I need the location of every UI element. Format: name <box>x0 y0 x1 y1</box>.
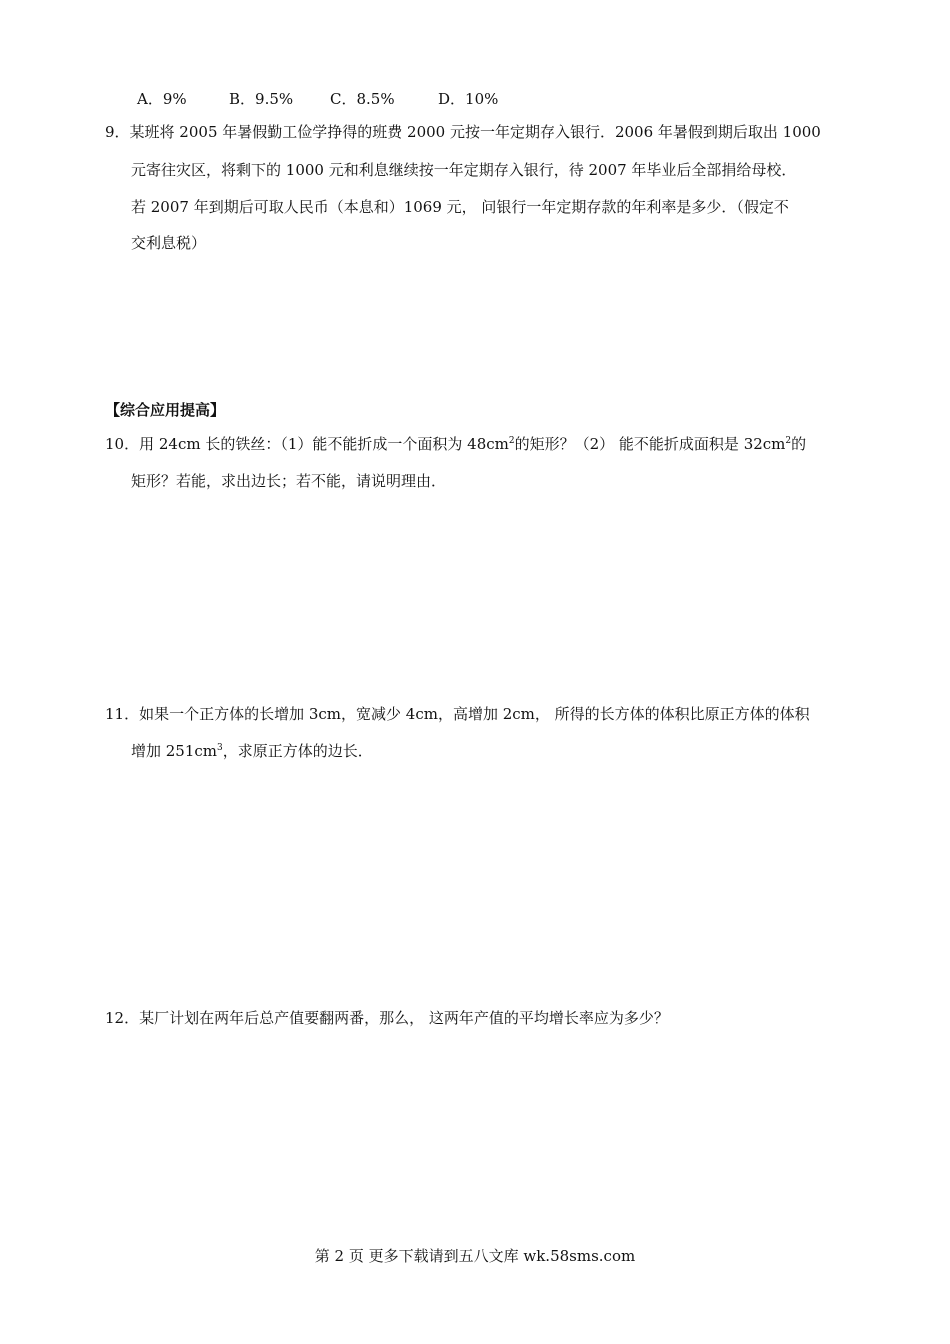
q10-line-1 <box>105 434 806 454</box>
q9-line-2: 元寄往灾区，将剩下的 1000 元和利息继续按一年定期存入银行，待 2007 年毕业后全部捐给母校． <box>131 161 797 179</box>
q11-line-2-part-a: 增加 251cm <box>131 742 218 760</box>
q11-superscript: 3 <box>217 743 223 753</box>
q9-line-1: 9．某班将 2005 年暑假勤工俭学挣得的班费 2000 元按一年定期存入银行．2006 年暑假到期后取出 1000 <box>105 123 821 141</box>
q10-line-1-part-c: 的 <box>791 435 807 453</box>
q11-line-2 <box>131 741 373 761</box>
q8-option-a: A．9% <box>137 90 187 108</box>
q8-option-c: C．8.5% <box>330 90 395 108</box>
q10-line-1-part-a: 10．用 24cm 长的铁丝：（1）能不能折成一个面积为 48cm <box>105 435 509 453</box>
q9-line-4: 交利息税） <box>131 234 207 252</box>
q11-line-2-part-b: ，求原正方体的边长． <box>222 742 373 760</box>
q10-line-2: 矩形？若能，求出边长；若不能，请说明理由． <box>131 472 447 490</box>
page-footer: 第 2 页 更多下载请到五八文库 wk.58sms.com <box>314 1247 636 1265</box>
q9-line-3: 若 2007 年到期后可取人民币（本息和）1069 元， 问银行一年定期存款的年利率是多少．（假定不 <box>131 198 789 216</box>
q8-option-d: D．10% <box>438 90 499 108</box>
q10-superscript-1: 2 <box>508 436 515 446</box>
q10-line-1-part-b: 的矩形？（2） 能不能折成面积是 32cm <box>514 435 786 453</box>
q12-line-1: 12．某厂计划在两年后总产值要翻两番，那么， 这两年产值的平均增长率应为多少？ <box>105 1009 669 1027</box>
q10-superscript-2: 2 <box>785 436 792 446</box>
q8-option-b: B．9.5% <box>229 90 294 108</box>
q11-line-1: 11．如果一个正方体的长增加 3cm，宽减少 4cm，高增加 2cm， 所得的长方体的体积比原正方体的体积 <box>105 705 810 723</box>
section-heading: 【综合应用提高】 <box>105 401 226 419</box>
